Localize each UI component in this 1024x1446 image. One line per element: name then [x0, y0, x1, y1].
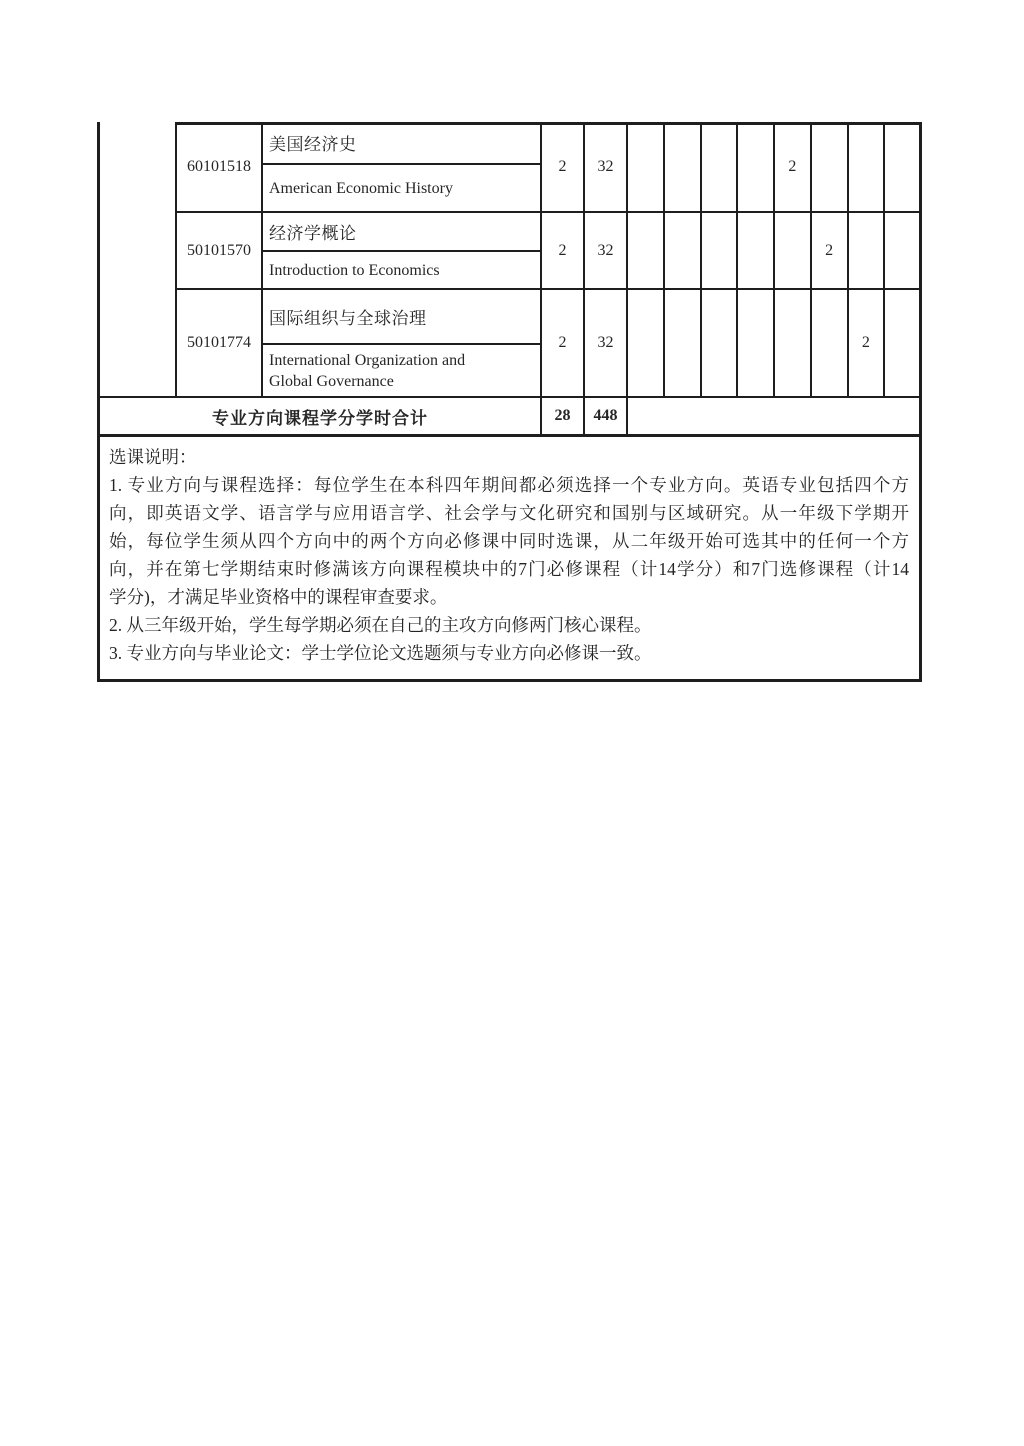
course-name-en — [263, 345, 540, 396]
course-code: 60101518 — [177, 122, 263, 213]
semester-7-cell — [849, 122, 886, 213]
course-code: 50101570 — [177, 213, 263, 290]
category-cell — [97, 122, 177, 398]
semester-5-cell: 2 — [775, 122, 812, 213]
semester-2-cell — [665, 213, 702, 290]
semester-7-cell — [849, 213, 886, 290]
semester-6-cell — [812, 122, 849, 213]
semester-6-cell — [812, 290, 849, 398]
notes-line: 学分)，才满足毕业资格中的课程审查要求。 — [109, 587, 448, 607]
semester-8-cell — [885, 122, 922, 213]
notes-line: 向，并在第七学期结束时修满该方向课程模块中的7门必修课程（计14学分）和7门选修课程（计14 — [109, 559, 909, 579]
semester-4-cell — [738, 290, 775, 398]
notes-line: 3. 专业方向与毕业论文：学士学位论文选题须与专业方向必修课一致。 — [109, 643, 652, 663]
summary-hours: 448 — [585, 398, 628, 437]
course-name-zh: 美国经济史 — [263, 122, 540, 165]
semester-2-cell — [665, 122, 702, 213]
course-code: 50101774 — [177, 290, 263, 398]
notes-line: 1. 专业方向与课程选择：每位学生在本科四年期间都必须选择一个专业方向。英语专业包括四个方 — [109, 475, 909, 495]
hours-cell: 32 — [585, 290, 628, 398]
notes-line: 向，即英语文学、语言学与应用语言学、社会学与文化研究和国别与区域研究。从一年级下学期开 — [109, 503, 909, 523]
credits-cell: 2 — [542, 290, 585, 398]
semester-3-cell — [702, 213, 739, 290]
course-name-en-text: Introduction to Economics — [269, 261, 440, 279]
semester-5-cell — [775, 290, 812, 398]
semester-8-cell — [885, 213, 922, 290]
semester-7-cell: 2 — [849, 290, 886, 398]
semester-2-cell — [665, 290, 702, 398]
course-name-en-text: International Organization and Global Governance — [269, 351, 466, 390]
course-name-cell — [263, 290, 542, 398]
notes-box — [97, 437, 922, 682]
course-table — [97, 122, 922, 398]
semester-4-cell — [738, 122, 775, 213]
notes-line: 始，每位学生须从四个方向中的两个方向必修课中同时选课，从二年级开始可选其中的任何一个方 — [109, 531, 909, 551]
notes-title: 选课说明： — [109, 447, 197, 467]
course-name-en — [263, 252, 540, 288]
course-name-zh: 国际组织与全球治理 — [263, 290, 540, 345]
summary-empty-cell — [628, 398, 922, 437]
summary-credits: 28 — [542, 398, 585, 437]
semester-5-cell — [775, 213, 812, 290]
semester-4-cell — [738, 213, 775, 290]
semester-6-cell: 2 — [812, 213, 849, 290]
credits-cell: 2 — [542, 122, 585, 213]
notes-line: 2. 从三年级开始，学生每学期必须在自己的主攻方向修两门核心课程。 — [109, 615, 652, 635]
semester-8-cell — [885, 290, 922, 398]
semester-1-cell — [628, 290, 665, 398]
course-name-zh: 经济学概论 — [263, 213, 540, 252]
course-name-cell — [263, 122, 542, 213]
semester-3-cell — [702, 290, 739, 398]
credits-cell: 2 — [542, 213, 585, 290]
hours-cell: 32 — [585, 122, 628, 213]
summary-label: 专业方向课程学分学时合计 — [97, 398, 542, 437]
course-name-cell — [263, 213, 542, 290]
course-name-en-text: American Economic History — [269, 179, 453, 197]
semester-3-cell — [702, 122, 739, 213]
hours-cell: 32 — [585, 213, 628, 290]
semester-1-cell — [628, 213, 665, 290]
summary-row — [97, 398, 922, 437]
semester-1-cell — [628, 122, 665, 213]
course-name-en — [263, 165, 540, 211]
